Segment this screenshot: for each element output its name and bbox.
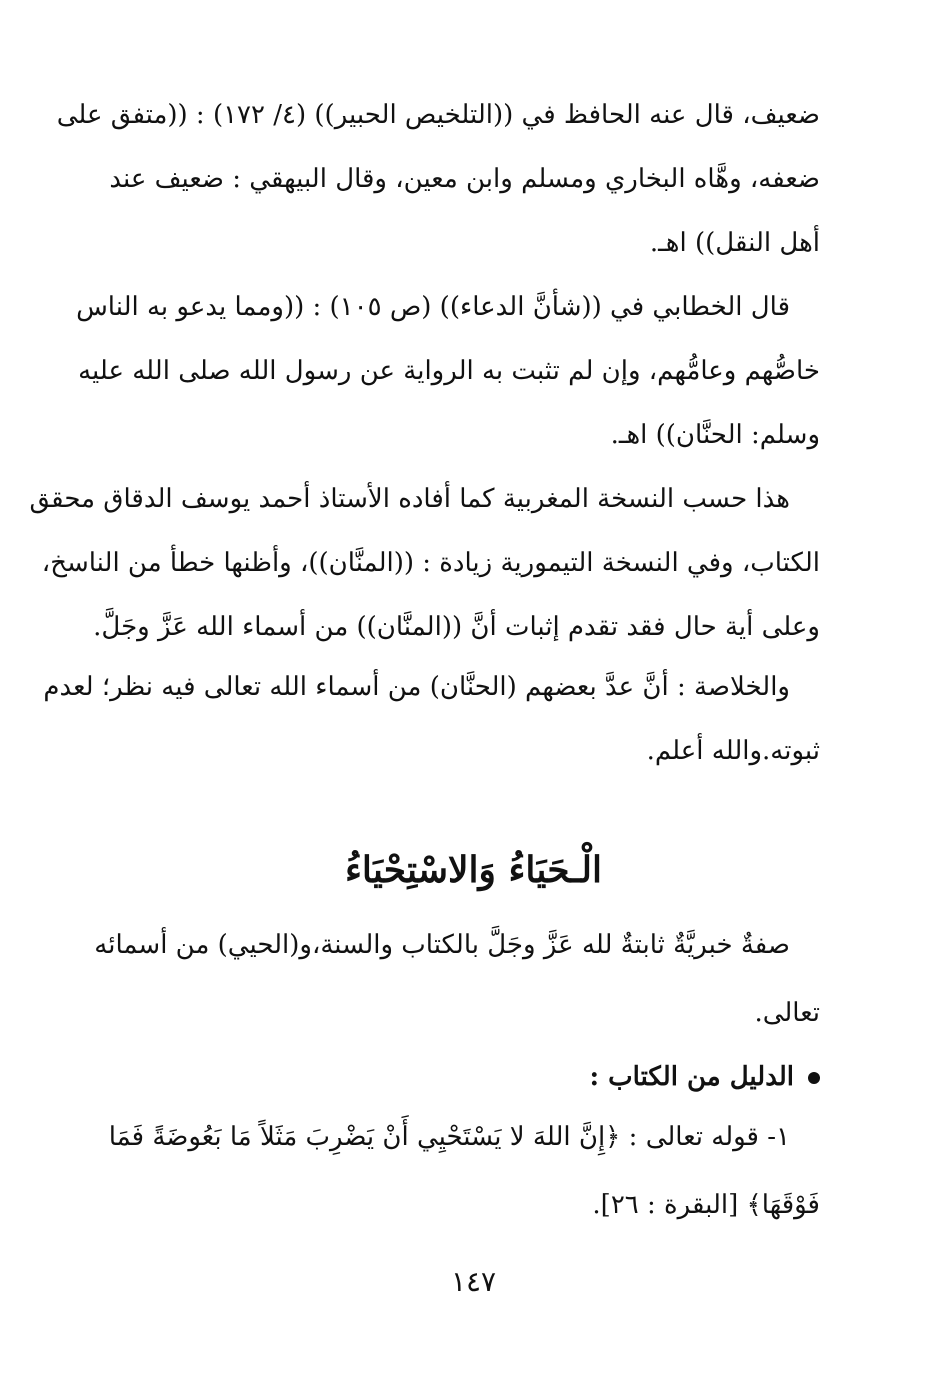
paragraph-2-line-3: وسلم: الحنَّان)) اهـ.	[610, 420, 820, 450]
paragraph-6-line-2: فَوْقَهَا﴾ [البقرة : ٢٦].	[592, 1190, 820, 1220]
paragraph-6-line-1: ١- قوله تعالى : ﴿إِنَّ اللهَ لا يَسْتَحْيِي أَنْ يَضْرِبَ مَثَلاً مَا بَعُوضَةً فَمَا	[108, 1122, 790, 1152]
paragraph-3-line-3: وعلى أية حال فقد تقدم إثبات أنَّ ((المنَّان)) من أسماء الله عَزَّ وجَلَّ.	[93, 612, 820, 642]
paragraph-1-line-2: ضعفه، وهَّاه البخاري ومسلم وابن معين، وقال البيهقي : ضعيف عند	[109, 164, 820, 194]
evidence-bullet	[125, 1057, 820, 1097]
paragraph-4-line-2: ثبوته.والله أعلم.	[646, 736, 820, 766]
page-number: ١٤٧	[450, 1265, 497, 1298]
paragraph-2-line-2: خاصُّهم وعامُّهم، وإن لم تثبت به الرواية عن رسول الله صلى الله عليه	[78, 356, 820, 386]
paragraph-3-line-2: الكتاب، وفي النسخة التيمورية زيادة : ((المنَّان))، وأظنها خطأ من الناسخ،	[41, 548, 820, 578]
paragraph-2-line-1: قال الخطابي في ((شأنَّ الدعاء)) (ص ١٠٥) : ((ومما يدعو به الناس	[76, 292, 790, 322]
evidence-bullet-label: الدليل من الكتاب :	[589, 1062, 794, 1092]
section-heading: الْـحَيَاءُ وَالاسْتِحْيَاءُ	[345, 849, 602, 891]
paragraph-1-line-1: ضعيف، قال عنه الحافظ في ((التلخيص الحبير)) (٤/ ١٧٢) : ((متفق على	[56, 100, 820, 130]
bullet-dot-icon	[808, 1072, 820, 1084]
paragraph-1-line-3: أهل النقل)) اهـ.	[649, 228, 820, 258]
paragraph-5-line-2: تعالى.	[754, 998, 820, 1028]
paragraph-5-line-1: صفةٌ خبريَّةٌ ثابتةٌ لله عَزَّ وجَلَّ بالكتاب والسنة،و(الحيي) من أسمائه	[94, 930, 790, 960]
paragraph-4-line-1: والخلاصة : أنَّ عدَّ بعضهم (الحنَّان) من أسماء الله تعالى فيه نظر؛ لعدم	[43, 672, 790, 702]
paragraph-3-line-1: هذا حسب النسخة المغربية كما أفاده الأستاذ أحمد يوسف الدقاق محقق	[29, 484, 790, 514]
